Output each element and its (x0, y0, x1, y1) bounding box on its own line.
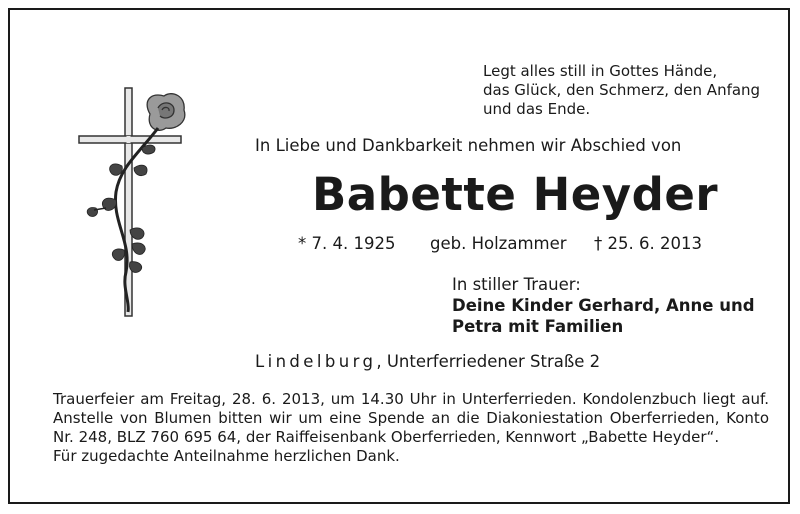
mourners-list (452, 295, 772, 337)
thanks-text: Für zugedachte Anteilnahme herzlichen Dank. (53, 447, 400, 465)
birth-date: * 7. 4. 1925 (298, 234, 396, 253)
mourners-line: Petra mit Familien (452, 317, 624, 336)
street-address: , Unterferriedener Straße 2 (376, 352, 601, 371)
death-date: † 25. 6. 2013 (594, 234, 702, 253)
donation-notice: Anstelle von Blumen bitten wir um eine Spende an die Diakoniestation Oberferrieden, Konto Nr. (53, 409, 769, 446)
cross-with-rose-icon (70, 82, 200, 322)
town-name: Lindelburg (255, 352, 377, 371)
mourners-line: Deine Kinder Gerhard, Anne und (452, 296, 755, 315)
footer-notice (53, 390, 769, 466)
deceased-name: Babette Heyder (312, 168, 719, 221)
bank-details: 248, BLZ 760 695 64, der Raiffeisenbank Oberferrieden, Kennwort „Babette Heyder“. (78, 428, 720, 446)
address (255, 352, 600, 371)
funeral-notice: Trauerfeier am Freitag, 28. 6. 2013, um 14.30 Uhr in Unterferrieden. Kondolenzbuch liegt auf. (53, 390, 769, 408)
maiden-name: geb. Holzammer (430, 234, 567, 253)
mourners-label: In stiller Trauer: (452, 275, 581, 294)
bible-quote: Legt alles still in Gottes Hände, das Glück, den Schmerz, den Anfang und das Ende. (483, 62, 761, 118)
intro-text: In Liebe und Dankbarkeit nehmen wir Abschied von (255, 136, 682, 155)
